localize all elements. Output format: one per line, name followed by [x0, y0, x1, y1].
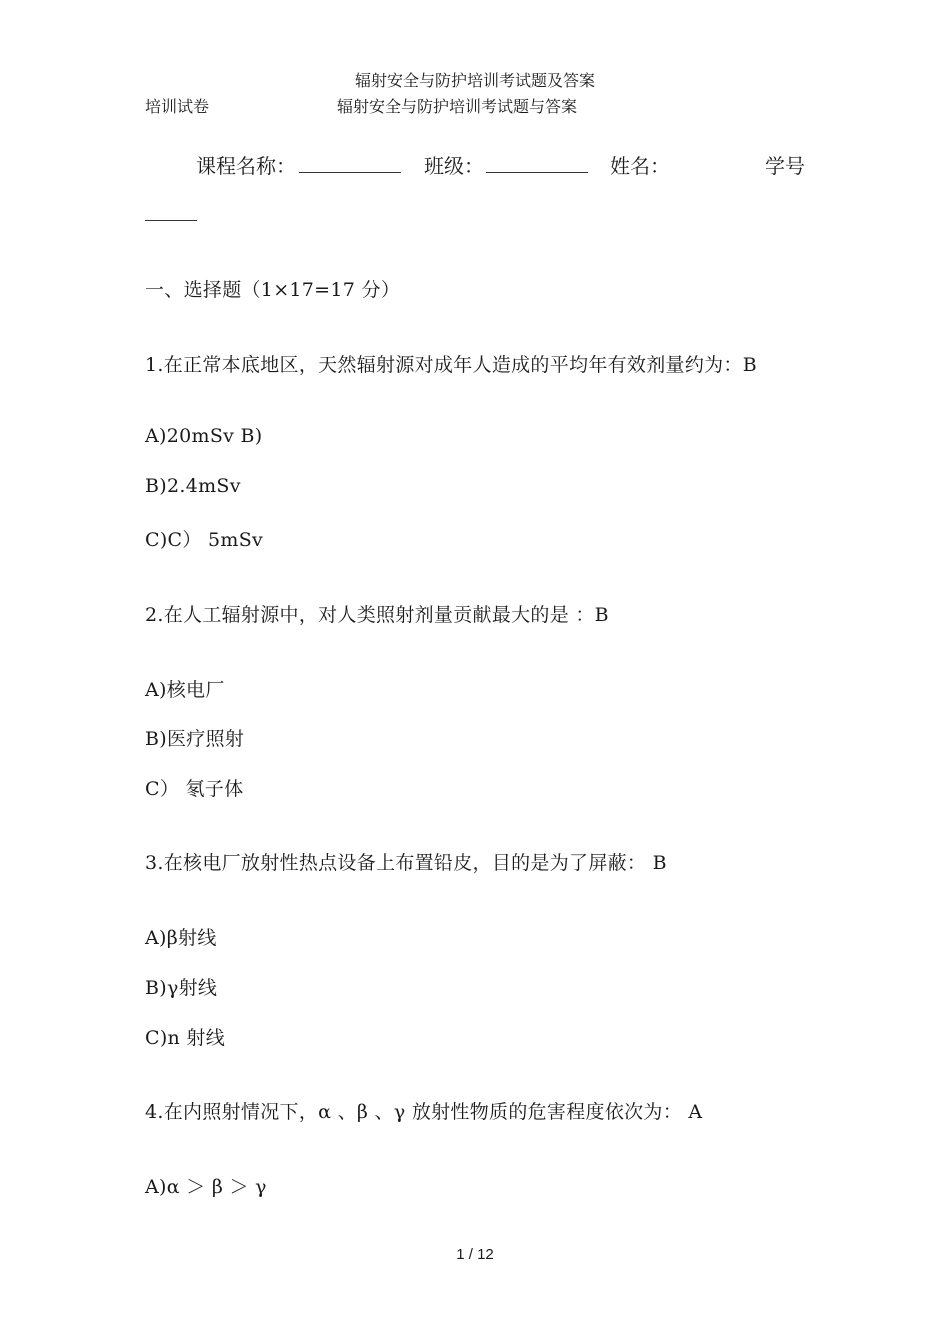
student-name-label: 姓名：	[610, 154, 670, 178]
question-3-option-b: B)γ射线	[145, 977, 218, 999]
question-3-stem: 3.在核电厂放射性热点设备上布置铅皮，目的是为了屏蔽： B	[145, 852, 667, 874]
student-number-label: 学号	[765, 154, 805, 178]
course-name-blank	[299, 172, 401, 173]
section-title: 一、选择题（1×17=17 分）	[145, 279, 401, 301]
question-3-option-a: A)β射线	[145, 927, 217, 949]
question-2-option-b: B)医疗照射	[145, 728, 245, 750]
question-1-option-a: A)20mSv B)	[145, 425, 263, 447]
student-number-blank	[145, 220, 197, 221]
class-label: 班级：	[424, 154, 484, 178]
question-2-stem: 2.在人工辐射源中，对人类照射剂量贡献最大的是 ：B	[145, 604, 609, 626]
question-1-stem: 1.在正常本底地区，天然辐射源对成年人造成的平均年有效剂量约为：B	[145, 354, 757, 376]
document-title: 辐射安全与防护培训考试题及答案	[354, 71, 595, 90]
course-name-label: 课程名称：	[196, 154, 296, 178]
header-subtitle: 辐射安全与防护培训考试题与答案	[337, 97, 578, 116]
question-1-option-b: B)2.4mSv	[145, 475, 241, 497]
question-1-option-c: C)C） 5mSv	[145, 529, 264, 551]
page-number: 1 / 12	[456, 1246, 494, 1263]
header-left-label: 培训试卷	[145, 97, 210, 116]
class-blank	[486, 172, 588, 173]
question-2-option-c: C） 氡子体	[145, 778, 244, 800]
question-4-stem: 4.在内照射情况下，α 、β 、γ 放射性物质的危害程度依次为： A	[145, 1101, 703, 1123]
question-2-option-a: A)核电厂	[145, 679, 225, 701]
question-4-option-a: A)α ＞ β ＞ γ	[145, 1176, 267, 1198]
question-3-option-c: C)n 射线	[145, 1027, 226, 1049]
